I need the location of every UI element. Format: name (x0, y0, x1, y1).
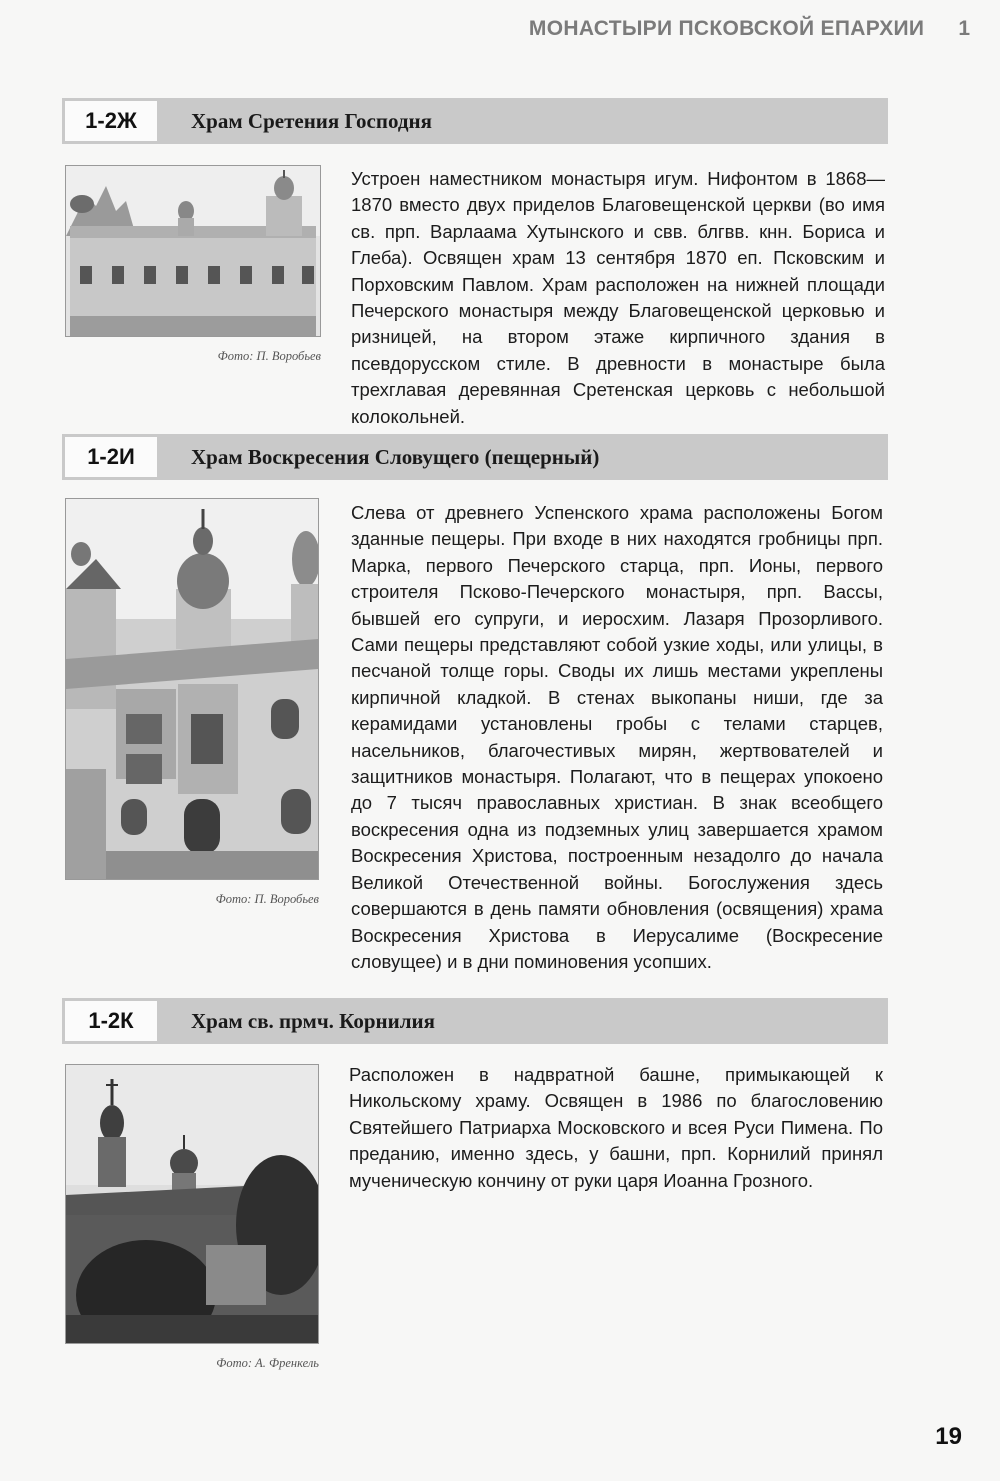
running-header (500, 14, 970, 44)
church-photo (65, 165, 321, 337)
section-title: Храм Воскресения Словущего (пещерный) (191, 444, 600, 469)
chapter-title: МОНАСТЫРИ ПСКОВСКОЙ ЕПАРХИИ (528, 17, 925, 40)
photo-block (65, 1064, 319, 1371)
section-header (62, 434, 888, 480)
page-number: 19 (935, 1423, 962, 1450)
photo-caption: Фото: П. Воробьев (217, 349, 321, 363)
section-header (62, 998, 888, 1044)
section-text: Слева от древнего Успенского храма расположены Богом зданные пещеры. При входе в них находятся гробницы прп. Марка, первого Печерского старца, прп. Ионы, первого строителя Псково-Печерского монастыря, прп. Вассы, бывшей его супруги, и иеросхим. Лазаря Прозорливого. Сами пещеры представляют собой узкие ходы, или улицы, в песчаной толще горы. Своды их лишь местами укреплены кирпичной кладкой. В стенах выкопаны ниши, где за керамидами установлены гробы с телами старцев, насельников, благочестивых мирян, жертвователей и защитников монастыря. Полагают, что в пещерах упокоено до 7 тысяч православных христиан. В знак всеобщего воскресения одна из подземных улиц завершается храмом Воскресения Христова, построенным незадолго до начала Великой Отечественной войны. Богослужения здесь совершаются в день памяти обновления (освящения) храма Воскресения Христова в Иерусалиме (Воскресение словущее) и в дни поминовения усопших. (351, 502, 883, 972)
photo-caption: Фото: А. Френкель (216, 1356, 319, 1370)
section-text: Расположен в надвратной башне, примыкающей к Никольскому храму. Освящен в 1986 по благословению Святейшего Патриарха Московского и всея Руси Пимена. По преданию, именно здесь, у башни, прп. Корнилий принял мученическую кончину от руки царя Иоанна Грозного. (349, 1064, 883, 1191)
section-code: 1-2К (65, 1001, 157, 1041)
section-kornily (62, 998, 888, 1370)
photo-block (65, 165, 321, 364)
section-title: Храм Сретения Господня (191, 108, 432, 133)
section-code: 1-2И (65, 437, 157, 477)
section-header (62, 98, 888, 144)
section-title: Храм св. прмч. Корнилия (191, 1008, 435, 1033)
section-text: Устроен наместником монастыря игум. Нифонтом в 1868—1870 вместо двух приделов Благовещенской церкви (во имя св. прп. Варлаама Хутынского и свв. блгвв. кнн. Бориса и Глеба). Освящен храм 13 сентября 1870 еп. Псковским и Порховским Павлом. Храм расположен на нижней площади Печерского монастыря между Благовещенской церковью и ризницей, на втором этаже кирпичного здания в псевдорусском стиле. В древности в монастыре была трехглавая деревянная Сретенская церковь с небольшой колокольней. (351, 168, 885, 427)
photo-caption: Фото: П. Воробьев (215, 892, 319, 906)
section-sretenie (62, 98, 888, 427)
section-voskresenie (62, 434, 888, 972)
section-code: 1-2Ж (65, 101, 157, 141)
chapter-number: 1 (958, 17, 970, 40)
church-photo (65, 1064, 319, 1344)
church-photo (65, 498, 319, 880)
photo-block (65, 498, 319, 907)
